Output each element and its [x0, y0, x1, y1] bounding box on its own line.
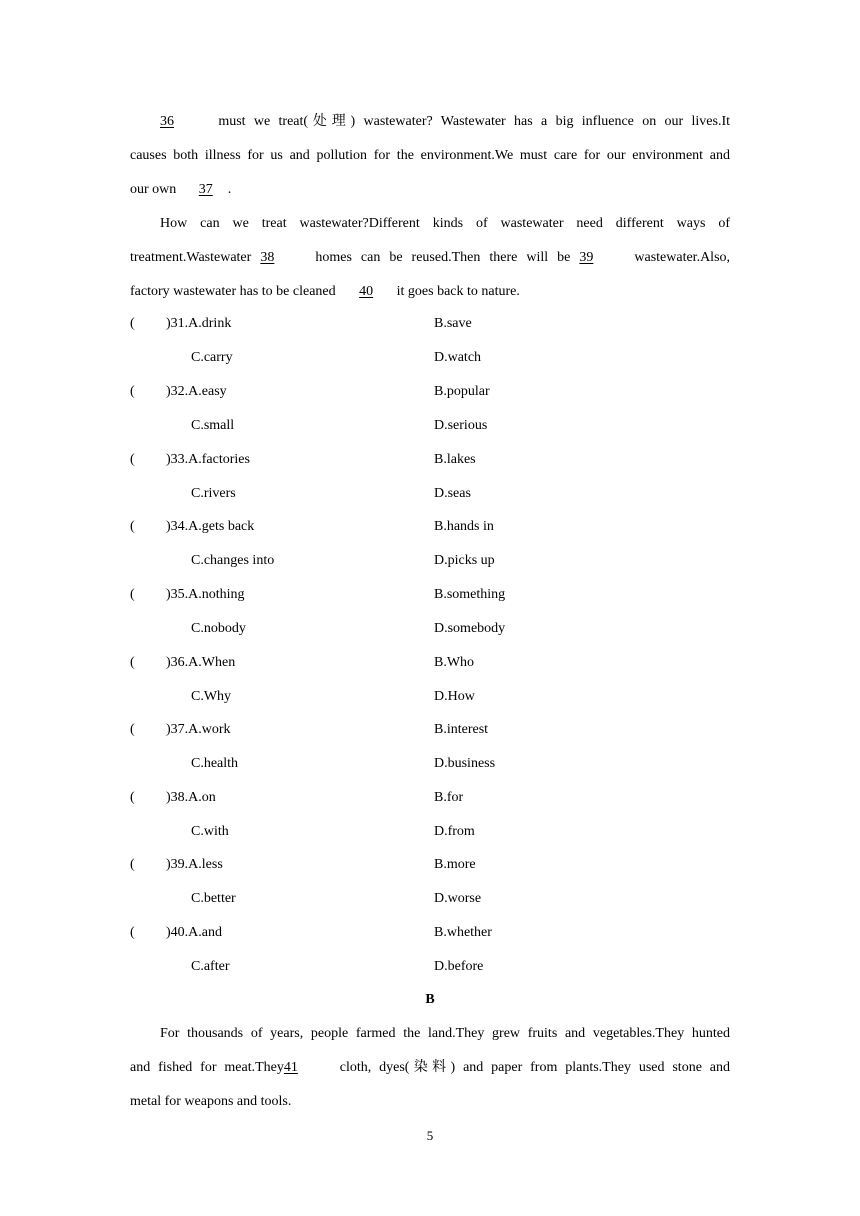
question-34-row-2: [0, 544, 860, 578]
question-39: [0, 848, 860, 882]
question-38: [0, 781, 860, 815]
option-b: B.interest: [434, 722, 489, 737]
period: .: [227, 182, 232, 197]
question-stem: )37.A.work: [166, 722, 231, 737]
option-b: B.for: [434, 790, 464, 805]
answer-paren: (: [130, 722, 135, 737]
paragraph-2-line-1: [130, 207, 730, 241]
paragraph-2-text-3a: factory wastewater has to be cleaned: [130, 284, 336, 299]
paragraph-2-line-3: [130, 275, 730, 309]
option-b: B.Who: [434, 655, 475, 670]
paragraph-1-line-3: [130, 173, 730, 207]
section-b-paragraph: [130, 1017, 730, 1119]
question-stem: )40.A.and: [166, 925, 222, 940]
option-c: C.after: [191, 959, 230, 974]
paragraph-2-text-1: How can we treat wastewater?Different kinds of wastewater need different ways of: [160, 216, 730, 231]
option-b: B.more: [434, 857, 476, 872]
blank-39: 39: [579, 250, 594, 265]
question-36: [0, 646, 860, 680]
section-b-text-1: For thousands of years, people farmed the land.They grew fruits and vegetables.They hunted: [160, 1026, 730, 1041]
option-c: C.better: [191, 891, 236, 906]
answer-paren: (: [130, 790, 135, 805]
question-32: [0, 375, 860, 409]
option-c: C.with: [191, 824, 229, 839]
question-35: [0, 578, 860, 612]
option-b: B.something: [434, 587, 506, 602]
option-b: B.lakes: [434, 452, 476, 467]
blank-38: 38: [260, 250, 275, 265]
option-c: C.Why: [191, 689, 232, 704]
question-stem: )38.A.on: [166, 790, 216, 805]
question-31: [0, 307, 860, 341]
option-c: C.nobody: [191, 621, 246, 636]
question-39-row-2: [0, 882, 860, 916]
option-b: B.hands in: [434, 519, 494, 534]
paragraph-1-line-2: causes both illness for us and pollution for the environment.We must care for our environment and: [130, 148, 730, 163]
answer-paren: (: [130, 452, 135, 467]
section-b-line-3: metal for weapons and tools.: [130, 1094, 292, 1109]
section-b-text-2b: cloth, dyes(染料) and paper from plants.They used stone and: [339, 1060, 730, 1075]
answer-paren: (: [130, 519, 135, 534]
paragraph-2-text-2a: treatment.Wastewater: [130, 250, 252, 265]
question-34: [0, 510, 860, 544]
question-36-row-2: [0, 680, 860, 714]
question-38-row-2: [0, 815, 860, 849]
option-d: D.How: [434, 689, 475, 704]
question-stem: )35.A.nothing: [166, 587, 245, 602]
option-d: D.before: [434, 959, 484, 974]
paragraph-1-text-3: our own: [130, 182, 177, 197]
paragraph-1-text-1: must we treat(处理) wastewater? Wastewater has a big influence on our lives.It: [218, 114, 731, 129]
blank-40: 40: [359, 284, 374, 299]
blank-36: 36: [160, 114, 174, 129]
blank-41: 41: [283, 1060, 298, 1075]
option-d: D.serious: [434, 418, 488, 433]
answer-paren: (: [130, 655, 135, 670]
question-stem: )33.A.factories: [166, 452, 250, 467]
option-c: C.small: [191, 418, 235, 433]
option-d: D.seas: [434, 486, 471, 501]
option-d: D.business: [434, 756, 496, 771]
option-c: C.changes into: [191, 553, 275, 568]
option-b: B.save: [434, 316, 472, 331]
blank-37: 37: [198, 182, 213, 197]
paragraph-2: [130, 207, 730, 309]
option-c: C.carry: [191, 350, 233, 365]
section-b-line-2: [130, 1051, 730, 1085]
paragraph-2-text-3b: it goes back to nature.: [396, 284, 520, 299]
option-d: D.somebody: [434, 621, 506, 636]
question-stem: )34.A.gets back: [166, 519, 255, 534]
option-b: B.whether: [434, 925, 492, 940]
question-35-row-2: [0, 612, 860, 646]
question-40-row-2: [0, 950, 860, 984]
answer-paren: (: [130, 925, 135, 940]
answer-paren: (: [130, 384, 135, 399]
section-b-text-2a: and fished for meat.They: [130, 1060, 284, 1075]
option-d: D.watch: [434, 350, 482, 365]
question-stem: )31.A.drink: [166, 316, 232, 331]
question-37-row-2: [0, 747, 860, 781]
option-d: D.from: [434, 824, 475, 839]
question-40: [0, 916, 860, 950]
option-d: D.picks up: [434, 553, 495, 568]
option-d: D.worse: [434, 891, 482, 906]
question-stem: )39.A.less: [166, 857, 223, 872]
section-b-line-1: [130, 1017, 730, 1051]
paragraph-1: [130, 105, 730, 207]
answer-paren: (: [130, 857, 135, 872]
section-b-heading: B: [425, 992, 435, 1007]
paragraph-2-line-2: [130, 241, 730, 275]
answer-paren: (: [130, 587, 135, 602]
option-b: B.popular: [434, 384, 490, 399]
answer-paren: (: [130, 316, 135, 331]
question-stem: )36.A.When: [166, 655, 236, 670]
option-c: C.rivers: [191, 486, 236, 501]
option-c: C.health: [191, 756, 239, 771]
question-33-row-2: [0, 477, 860, 511]
question-33: [0, 443, 860, 477]
question-32-row-2: [0, 409, 860, 443]
question-31-row-2: [0, 341, 860, 375]
paragraph-2-text-2c: wastewater.Also,: [634, 250, 731, 265]
paragraph-1-line-1: [130, 105, 730, 139]
paragraph-2-text-2b: homes can be reused.Then there will be: [315, 250, 571, 265]
page-number: 5: [426, 1128, 434, 1143]
question-37: [0, 713, 860, 747]
question-stem: )32.A.easy: [166, 384, 227, 399]
